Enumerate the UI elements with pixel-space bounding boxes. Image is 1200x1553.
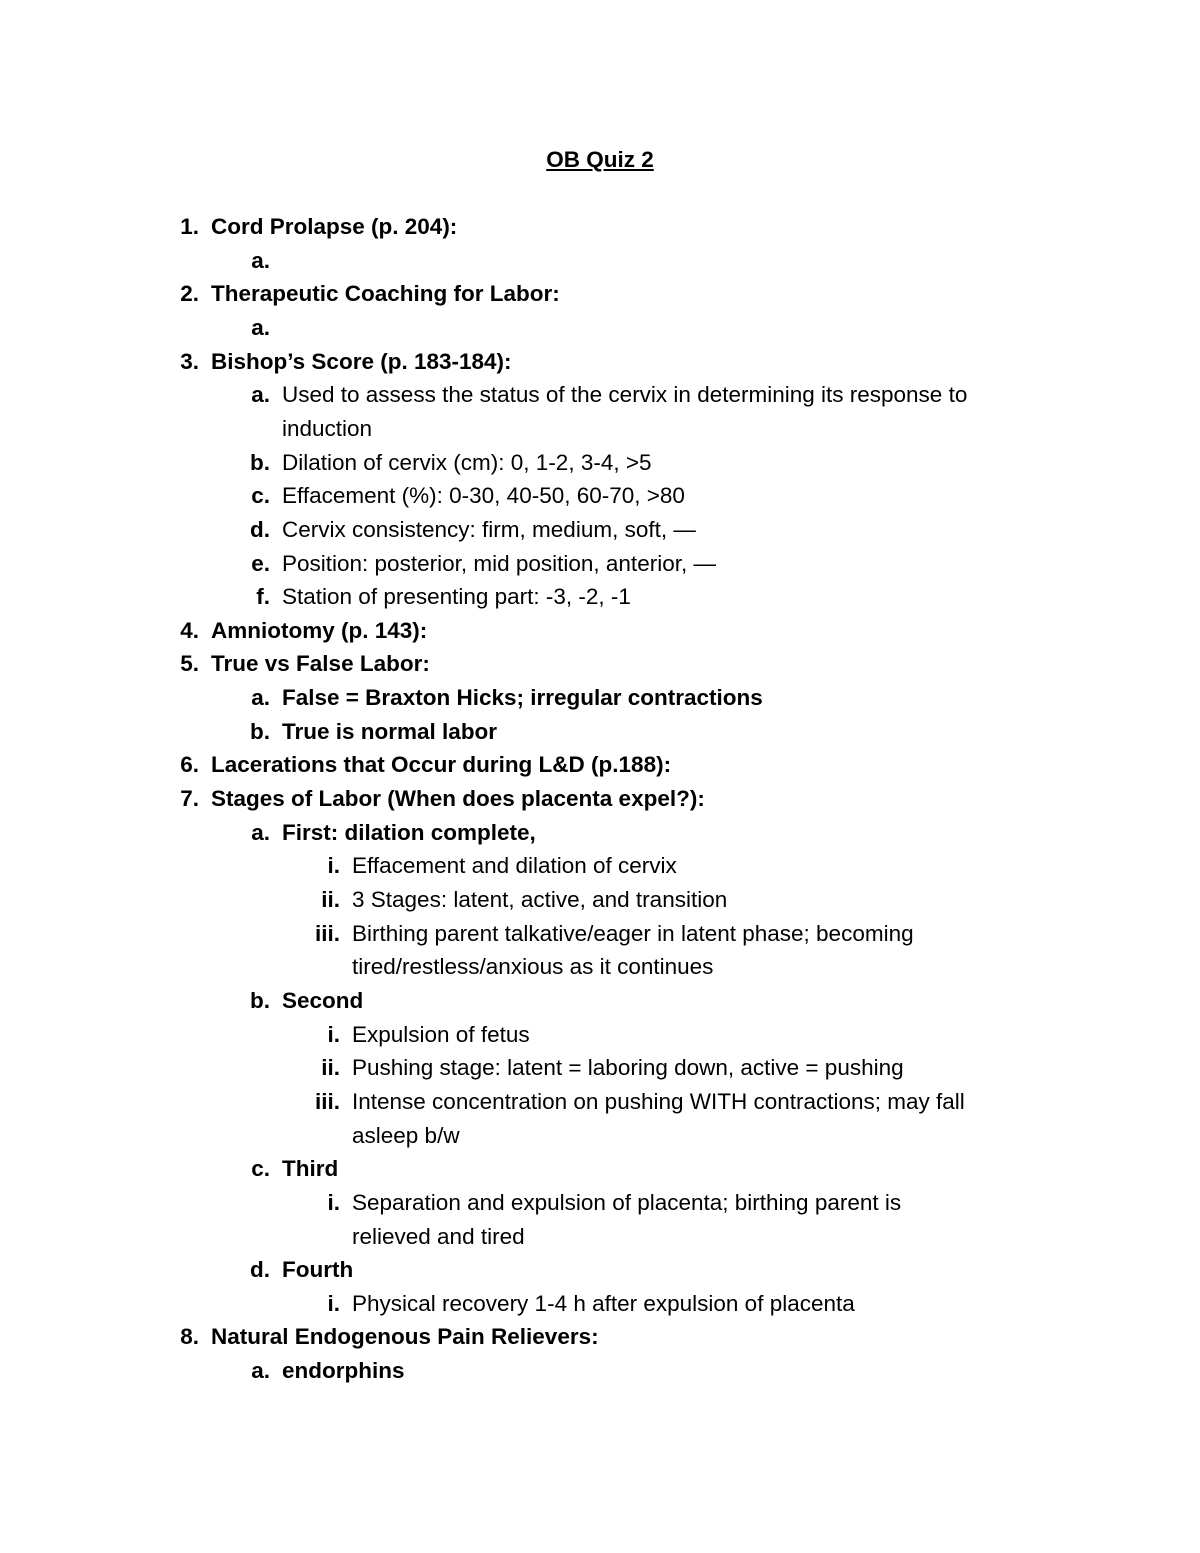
outline-line-level-3 [0,883,1200,917]
list-item-text: Position: posterior, mid position, anterior, — [282,550,716,576]
list-marker: iii. [314,920,340,946]
list-item-text: Used to assess the status of the cervix in determining its response to [282,382,968,408]
list-item-text: Cervix consistency: firm, medium, soft, — [282,516,696,542]
list-item-text: asleep b/w [352,1122,460,1148]
list-marker: b. [250,987,270,1013]
list-item-text: Second [282,987,364,1013]
list-item-text: tired/restless/anxious as it continues [352,954,714,980]
list-marker: 7. [180,786,199,812]
outline-line-level-1 [0,345,1200,379]
outline-line-level-2 [0,479,1200,513]
list-marker: 4. [180,617,199,643]
outline-line-level-2 [0,547,1200,581]
outline-line-level-3 [0,1287,1200,1321]
outline-line-level-1 [0,647,1200,681]
list-item-text: First: dilation complete, [282,819,536,845]
outline-line-level-2 [0,1253,1200,1287]
outline-line-level-2 [0,715,1200,749]
list-item-text: endorphins [282,1358,405,1384]
list-marker: d. [250,516,270,542]
list-marker: a. [251,314,270,340]
outline-line-level-2 [0,412,1200,446]
outline-line-level-2 [0,681,1200,715]
list-marker: 2. [180,281,199,307]
list-item-text: Stages of Labor (When does placenta expel?): [211,786,705,812]
list-marker: 5. [180,651,199,677]
outline-line-level-3 [0,1018,1200,1052]
list-item-text: 3 Stages: latent, active, and transition [352,887,728,912]
outline-line-level-1 [0,277,1200,311]
list-item-text: Pushing stage: latent = laboring down, active = pushing [352,1055,904,1081]
outline-line-level-2 [0,816,1200,850]
list-item-text: True vs False Labor: [211,651,430,677]
outline-line-level-1 [0,614,1200,648]
outline-line-level-3 [0,849,1200,883]
outline-line-level-2 [0,1354,1200,1388]
list-item-text: Amniotomy (p. 143): [211,617,428,643]
list-marker: ii. [321,887,340,912]
outline-line-level-3 [0,1220,1200,1254]
list-marker: ii. [321,1055,340,1081]
list-marker: 8. [180,1324,199,1350]
list-marker: i. [327,1290,340,1316]
list-item-text: relieved and tired [352,1223,525,1249]
outline-line-level-1 [0,1320,1200,1354]
list-marker: 1. [180,214,199,239]
outline-line-level-2 [0,446,1200,480]
list-marker: a. [251,382,270,408]
outline-line-level-3 [0,917,1200,951]
list-item-text: Therapeutic Coaching for Labor: [211,281,560,307]
list-item-text: True is normal labor [282,718,498,744]
outline-line-level-2 [0,513,1200,547]
list-item-text: Expulsion of fetus [352,1021,530,1047]
outline-line-level-3 [0,1085,1200,1119]
list-marker: d. [250,1257,270,1283]
outline-line-level-3 [0,1051,1200,1085]
outline-line-level-2 [0,1152,1200,1186]
list-item-text: Separation and expulsion of placenta; birthing parent is [352,1189,902,1215]
outline-line-level-2 [0,244,1200,278]
list-marker: 3. [180,348,199,374]
outline-line-level-3 [0,1186,1200,1220]
list-marker: iii. [314,1088,340,1114]
list-item-text: Station of presenting part: -3, -2, -1 [282,584,631,610]
list-marker: b. [250,449,270,475]
outline-line-level-2 [0,580,1200,614]
list-item-text: Lacerations that Occur during L&D (p.188): [211,752,672,778]
list-item-text: Intense concentration on pushing WITH contractions; may fall [352,1088,965,1114]
list-item-text: Effacement (%): 0-30, 40-50, 60-70, >80 [282,483,685,509]
list-marker: a. [251,247,270,273]
list-item-text: Dilation of cervix (cm): 0, 1-2, 3-4, >5 [282,449,652,475]
list-marker: a. [251,819,270,845]
outline-line-level-1 [0,782,1200,816]
outline-line-level-1 [0,210,1200,244]
outline-line-level-1 [0,748,1200,782]
list-marker: e. [251,550,270,576]
list-item-text: induction [282,415,373,441]
outline-line-level-3 [0,950,1200,984]
list-marker: i. [327,853,340,879]
list-marker: f. [256,584,270,610]
outline-line-level-2 [0,311,1200,345]
list-marker: i. [327,1021,340,1047]
list-item-text: Fourth [282,1257,354,1283]
list-item-text: Third [282,1156,339,1182]
list-marker: b. [250,718,270,744]
list-item-text: Effacement and dilation of cervix [352,853,677,879]
outline-line-level-3 [0,1119,1200,1153]
list-marker: a. [251,1358,270,1384]
list-item-text: Natural Endogenous Pain Relievers: [211,1324,599,1350]
list-item-text: Cord Prolapse (p. 204): [211,214,458,239]
list-marker: i. [327,1189,340,1215]
document-title: OB Quiz 2 [546,147,654,172]
outline-line-level-2 [0,984,1200,1018]
list-item-text: Birthing parent talkative/eager in latent phase; becoming [352,920,914,946]
list-marker: 6. [180,752,199,778]
list-item-text: Physical recovery 1-4 h after expulsion of placenta [352,1290,855,1316]
list-item-text: False = Braxton Hicks; irregular contractions [282,685,763,711]
list-marker: c. [251,1156,270,1182]
outline-line-level-2 [0,378,1200,412]
list-marker: c. [251,483,270,509]
list-marker: a. [251,685,270,711]
list-item-text: Bishop’s Score (p. 183-184): [211,348,512,374]
